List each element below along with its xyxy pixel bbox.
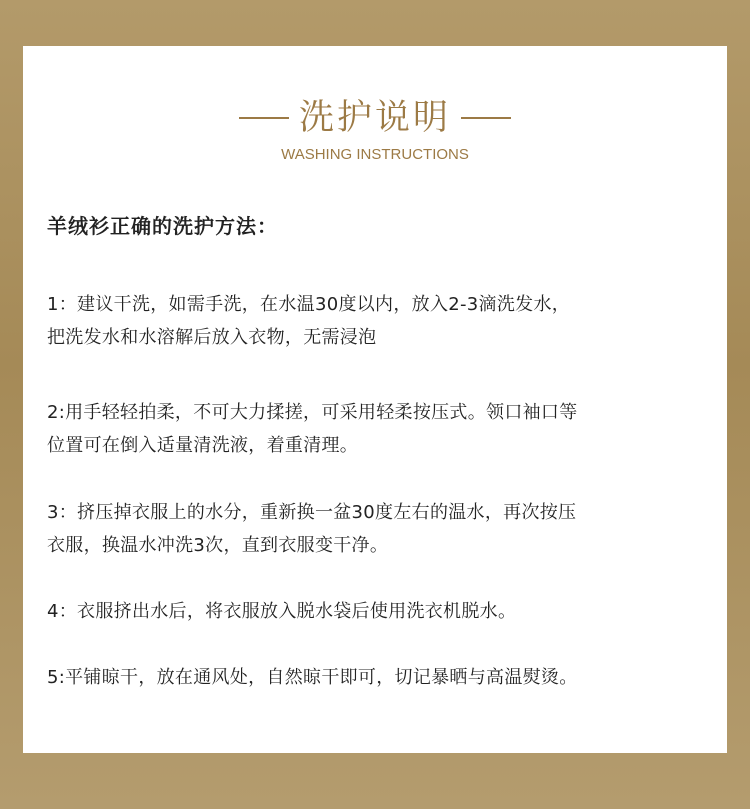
instruction-line: 位置可在倒入适量清洗液，着重清理。 xyxy=(47,435,359,456)
instruction-line: 4：衣服挤出水后，将衣服放入脱水袋后使用洗衣机脱水。 xyxy=(47,601,517,622)
title-row xyxy=(23,98,727,138)
title-right-rule xyxy=(461,117,511,119)
instruction-item-3 xyxy=(47,496,707,562)
instruction-line: 5:平铺晾干，放在通风处，自然晾干即可，切记暴晒与高温熨烫。 xyxy=(47,667,578,688)
instruction-item-2 xyxy=(47,396,707,462)
title-left-rule xyxy=(239,117,289,119)
instruction-item-4 xyxy=(47,595,707,628)
instruction-item-1 xyxy=(47,288,707,354)
instruction-line: 把洗发水和水溶解后放入衣物，无需浸泡 xyxy=(47,327,377,348)
instruction-line: 2:用手轻轻拍柔，不可大力揉搓，可采用轻柔按压式。领口袖口等 xyxy=(47,402,578,423)
instruction-line: 3：挤压掉衣服上的水分，重新换一盆30度左右的温水，再次按压 xyxy=(47,502,577,523)
instruction-line: 衣服，换温水冲洗3次，直到衣服变干净。 xyxy=(47,535,389,556)
page-subtitle: WASHING INSTRUCTIONS xyxy=(281,146,469,163)
instruction-card xyxy=(23,46,727,753)
page-title: 洗护说明 xyxy=(298,98,451,138)
section-heading: 羊绒衫正确的洗护方法： xyxy=(47,214,278,238)
instruction-item-5 xyxy=(47,661,707,694)
instruction-line: 1：建议干洗，如需手洗，在水温30度以内，放入2-3滴洗发水， xyxy=(47,294,571,315)
